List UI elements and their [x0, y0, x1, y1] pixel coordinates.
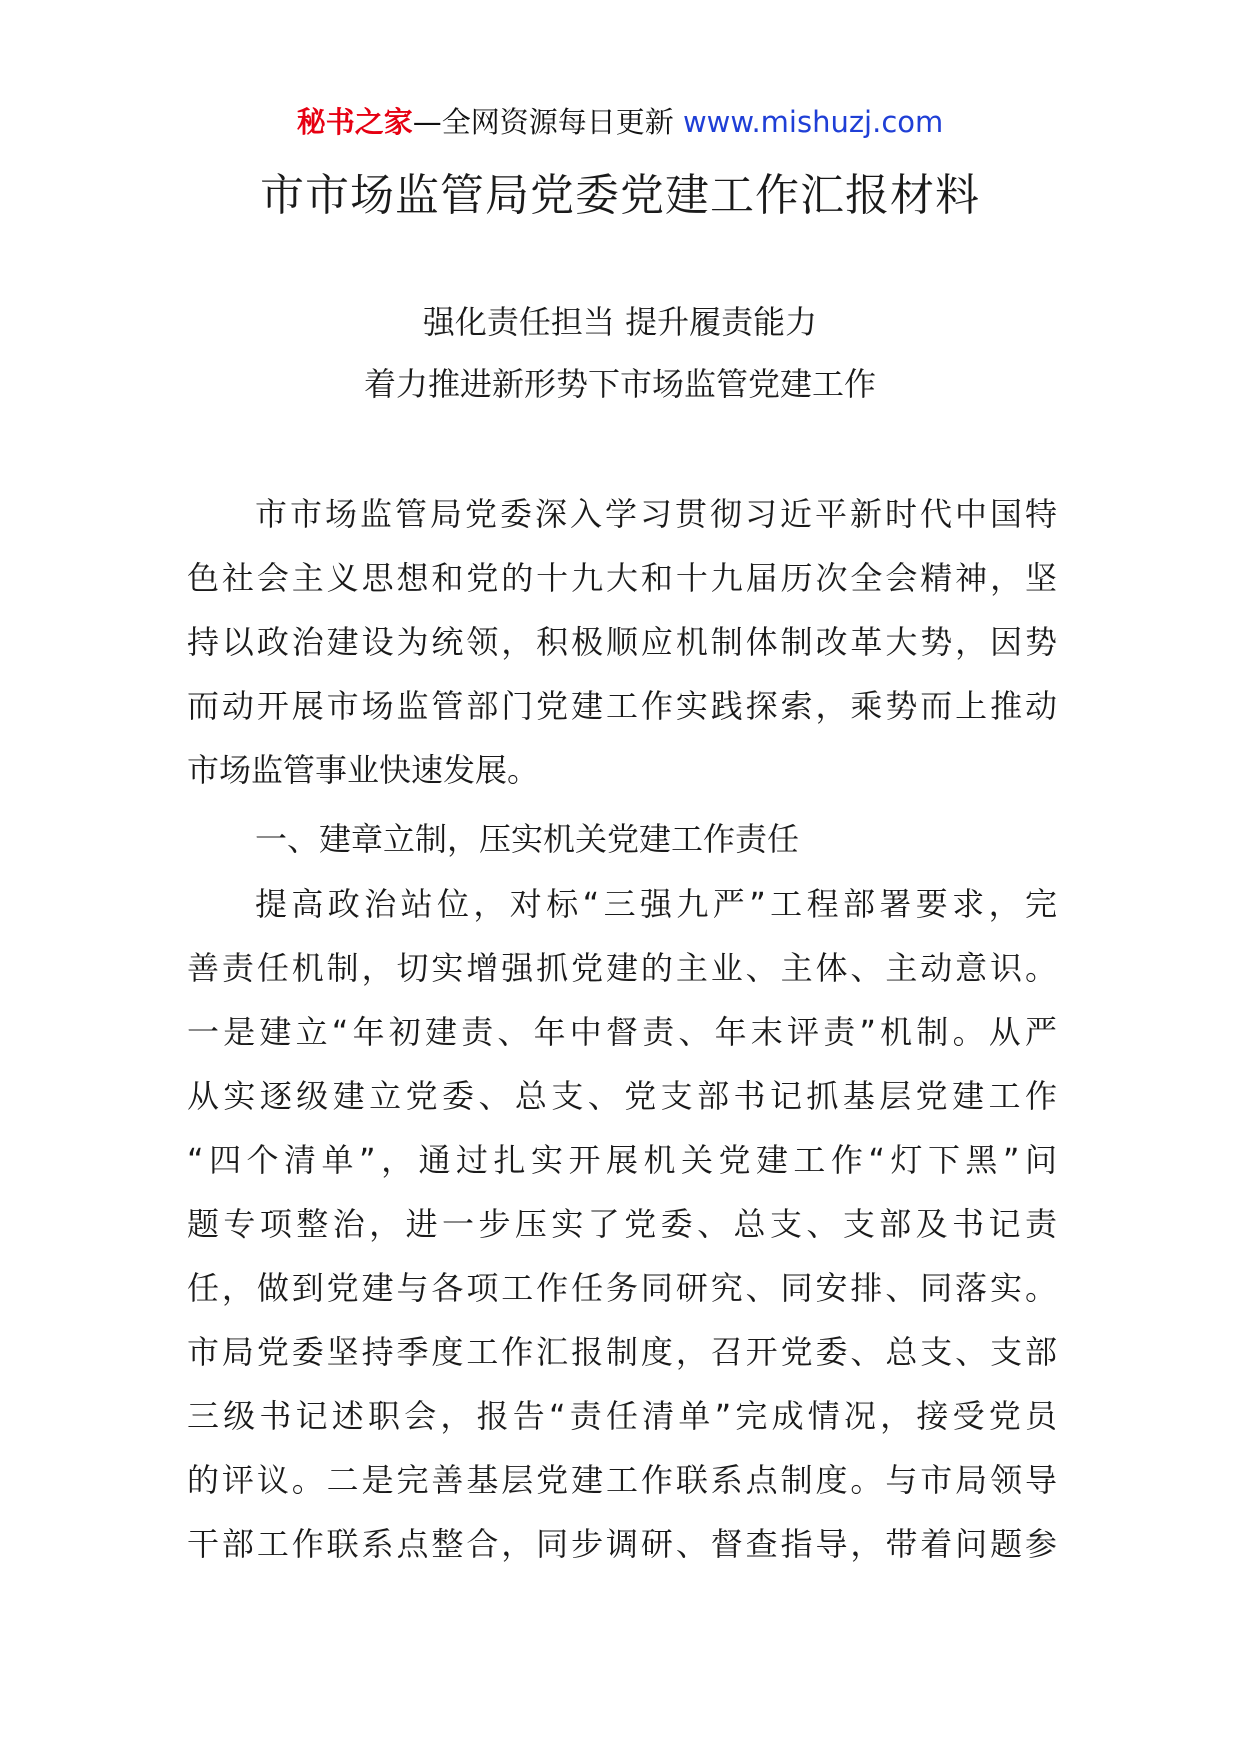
paragraph-line: 题专项整治，进一步压实了党委、总支、支部及书记责 [187, 1205, 1057, 1243]
document-title: 市市场监管局党委党建工作汇报材料 [260, 170, 980, 221]
banner-tagline: —全网资源每日更新 [412, 105, 683, 139]
paragraph-line: 持以政治建设为统领，积极顺应机制体制改革大势，因势 [187, 623, 1057, 661]
section-heading-1 [187, 807, 1057, 871]
brand-name: 秘书之家 [296, 105, 413, 139]
paragraph-line: 干部工作联系点整合，同步调研、督查指导，带着问题参 [187, 1525, 1057, 1563]
paragraph-line: “四个清单”，通过扎实开展机关党建工作“灯下黑”问 [187, 1141, 1057, 1179]
paragraph-line: 的评议。二是完善基层党建工作联系点制度。与市局领导 [187, 1461, 1057, 1499]
paragraph-line: 三级书记述职会，报告“责任清单”完成情况，接受党员 [187, 1397, 1057, 1435]
section-heading-text: 一、建章立制，压实机关党建工作责任 [255, 820, 800, 858]
subtitle-line-1: 强化责任担当 提升履责能力 [422, 303, 818, 341]
paragraph-line: 市场监管事业快速发展。 [187, 751, 540, 789]
paragraph-intro [187, 482, 1057, 802]
subtitle-line-2: 着力推进新形势下市场监管党建工作 [363, 365, 876, 403]
paragraph-line: 色社会主义思想和党的十九大和十九届历次全会精神，坚 [187, 559, 1057, 597]
paragraph-section-1 [187, 872, 1057, 1576]
paragraph-line: 一是建立“年初建责、年中督责、年末评责”机制。从严 [187, 1013, 1057, 1051]
paragraph-line: 提高政治站位，对标“三强九严”工程部署要求，完 [255, 885, 1057, 923]
site-url-link[interactable]: www.mishuzj.com [682, 105, 944, 139]
paragraph-line: 而动开展市场监管部门党建工作实践探索，乘势而上推动 [187, 687, 1057, 725]
paragraph-line: 从实逐级建立党委、总支、党支部书记抓基层党建工作 [187, 1077, 1057, 1115]
paragraph-line: 市市场监管局党委深入学习贯彻习近平新时代中国特 [255, 495, 1057, 533]
paragraph-line: 任，做到党建与各项工作任务同研究、同安排、同落实。 [187, 1269, 1057, 1307]
site-banner [0, 102, 1240, 142]
paragraph-line: 善责任机制，切实增强抓党建的主业、主体、主动意识。 [187, 949, 1057, 987]
paragraph-line: 市局党委坚持季度工作汇报制度，召开党委、总支、支部 [187, 1333, 1057, 1371]
